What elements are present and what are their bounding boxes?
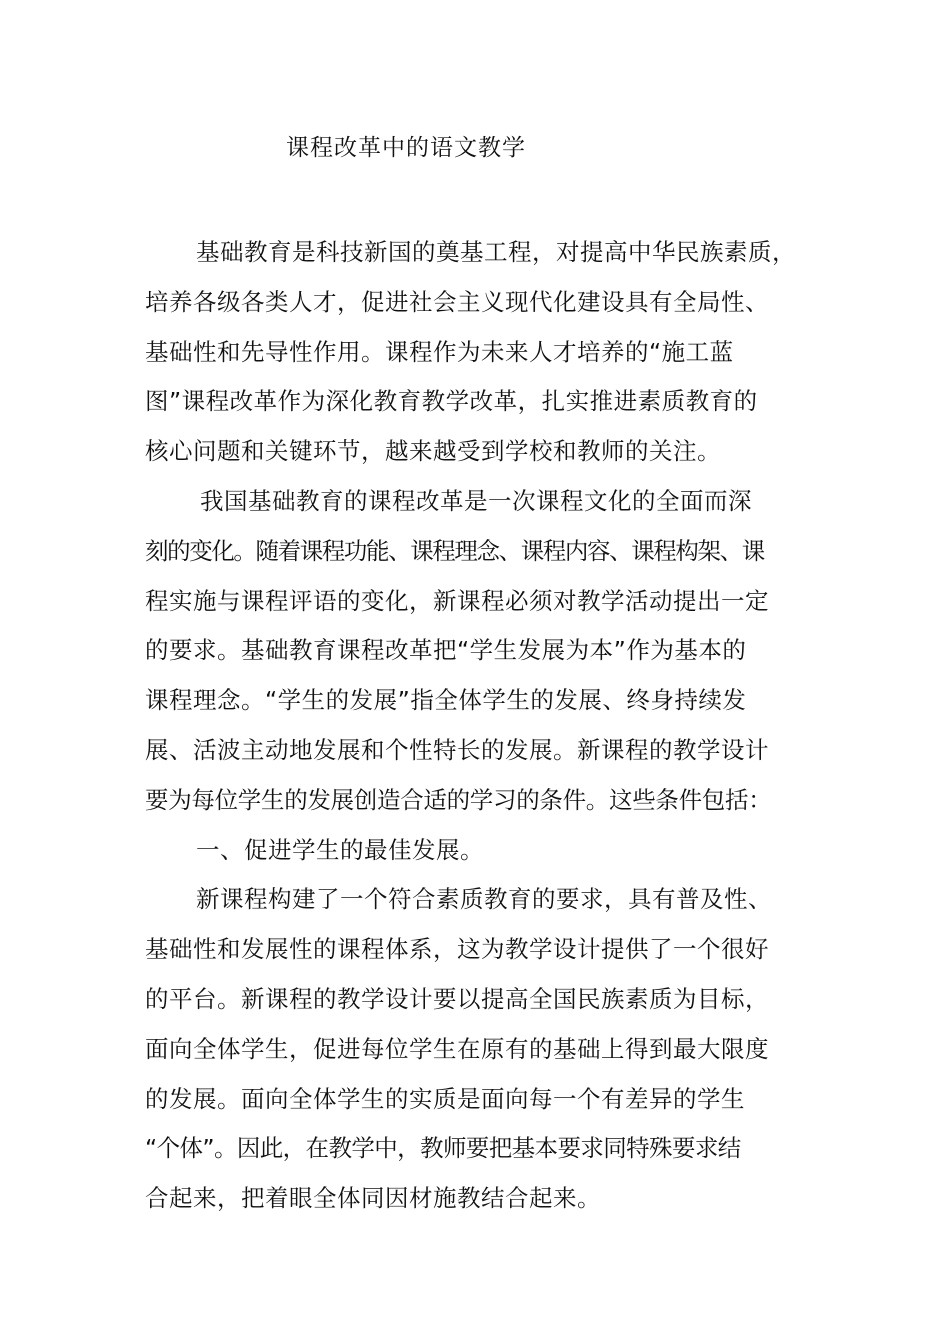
text-line: 合起来，把着眼全体同因材施教结合起来。: [145, 1184, 601, 1213]
document-body: [145, 228, 835, 1224]
text-line: “个体”。因此，在教学中，教师要把基本要求同特殊要求结: [145, 1134, 741, 1163]
section-heading: 一、促进学生的最佳发展。: [196, 835, 484, 864]
text-line: 基础性和发展性的课程体系，这为教学设计提供了一个很好: [145, 935, 769, 964]
text-line: 新课程构建了一个符合素质教育的要求，具有普及性、: [196, 885, 772, 914]
text-line: 面向全体学生，促进每位学生在原有的基础上得到最大限度: [145, 1034, 769, 1063]
text-line: 程实施与课程评语的变化，新课程必须对教学活动提出一定: [145, 586, 769, 615]
text-line: 的发展。面向全体学生的实质是面向每一个有差异的学生: [145, 1084, 745, 1113]
text-line: 刻的变化。随着课程功能、课程理念、课程内容、课程构架、课: [145, 536, 764, 565]
text-line: 课程理念。“学生的发展”指全体学生的发展、终身持续发: [145, 686, 747, 715]
text-line: 要为每位学生的发展创造合适的学习的条件。这些条件包括：: [145, 785, 772, 814]
paragraph-2: [145, 477, 835, 826]
paragraph-3: [145, 826, 835, 876]
text-line: 的平台。新课程的教学设计要以提高全国民族素质为目标，: [145, 984, 769, 1013]
text-line: 我国基础教育的课程改革是一次课程文化的全面而深: [200, 486, 752, 515]
text-line: 基础性和先导性作用。课程作为未来人才培养的“施工蓝: [145, 337, 734, 366]
text-line: 展、活波主动地发展和个性特长的发展。新课程的教学设计: [145, 735, 769, 764]
paragraph-4: [145, 875, 835, 1224]
text-line: 核心问题和关键环节，越来越受到学校和教师的关注。: [145, 437, 721, 466]
text-line: 的要求。基础教育课程改革把“学生发展为本”作为基本的: [145, 636, 747, 665]
paragraph-1: [145, 228, 835, 477]
text-line: 培养各级各类人才，促进社会主义现代化建设具有全局性、: [145, 287, 769, 316]
text-line: 图”课程改革作为深化教育教学改革，扎实推进素质教育的: [145, 387, 758, 416]
document-title: 课程改革中的语文教学: [286, 135, 526, 161]
text-line: 基础教育是科技新国的奠基工程，对提高中华民族素质，: [196, 238, 796, 266]
